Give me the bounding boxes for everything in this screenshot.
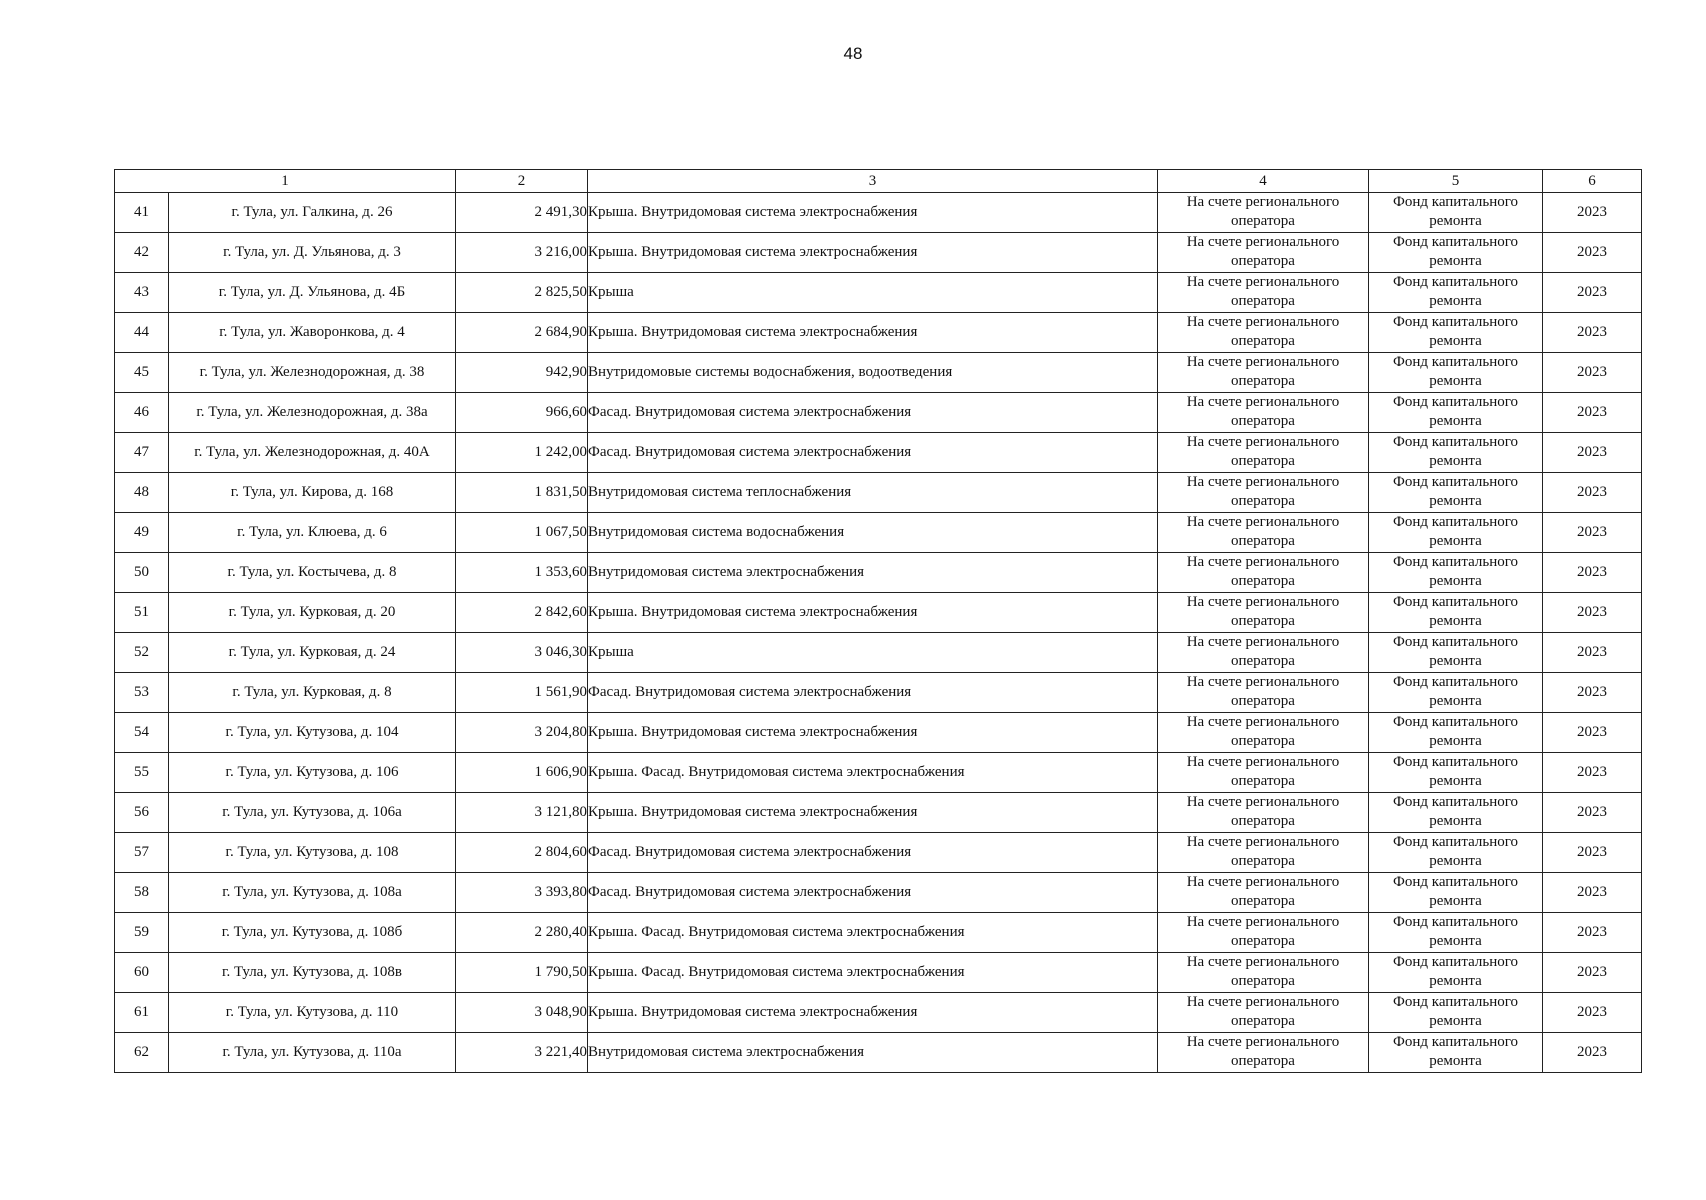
account-cell-line: оператора bbox=[1231, 653, 1295, 669]
area-cell: 1 831,50 bbox=[456, 473, 588, 513]
row-number: 49 bbox=[115, 513, 169, 553]
fund-cell-line: ремонта bbox=[1429, 933, 1482, 949]
account-cell bbox=[1158, 193, 1369, 233]
works-cell: Фасад. Внутридомовая система электроснабжения bbox=[588, 833, 1158, 873]
address-cell: г. Тула, ул. Железнодорожная, д. 40А bbox=[169, 433, 456, 473]
account-cell-line: оператора bbox=[1231, 1053, 1295, 1069]
fund-cell bbox=[1369, 873, 1543, 913]
fund-cell-line: Фонд капитального bbox=[1393, 714, 1518, 730]
account-cell-line: оператора bbox=[1231, 1013, 1295, 1029]
fund-cell-line: ремонта bbox=[1429, 853, 1482, 869]
table-row bbox=[115, 753, 1642, 793]
fund-cell-line: Фонд капитального bbox=[1393, 354, 1518, 370]
account-cell bbox=[1158, 953, 1369, 993]
table-row bbox=[115, 673, 1642, 713]
table-row bbox=[115, 553, 1642, 593]
fund-cell-line: Фонд капитального bbox=[1393, 634, 1518, 650]
account-cell-line: оператора bbox=[1231, 613, 1295, 629]
capital-repair-table bbox=[114, 169, 1642, 1073]
area-cell: 2 491,30 bbox=[456, 193, 588, 233]
works-cell: Крыша. Внутридомовая система электроснабжения bbox=[588, 593, 1158, 633]
table-row bbox=[115, 353, 1642, 393]
row-number: 60 bbox=[115, 953, 169, 993]
account-cell-line: На счете регионального bbox=[1186, 314, 1340, 330]
address-cell: г. Тула, ул. Кутузова, д. 108в bbox=[169, 953, 456, 993]
fund-cell-line: Фонд капитального bbox=[1393, 554, 1518, 570]
fund-cell-line: Фонд капитального bbox=[1393, 314, 1518, 330]
account-cell-line: оператора bbox=[1231, 693, 1295, 709]
account-cell-line: оператора bbox=[1231, 813, 1295, 829]
fund-cell bbox=[1369, 233, 1543, 273]
address-cell: г. Тула, ул. Железнодорожная, д. 38а bbox=[169, 393, 456, 433]
year-cell: 2023 bbox=[1543, 433, 1642, 473]
row-number: 62 bbox=[115, 1033, 169, 1073]
row-number: 44 bbox=[115, 313, 169, 353]
year-cell: 2023 bbox=[1543, 833, 1642, 873]
account-cell-line: оператора bbox=[1231, 453, 1295, 469]
address-cell: г. Тула, ул. Д. Ульянова, д. 4Б bbox=[169, 273, 456, 313]
account-cell-line: На счете регионального bbox=[1186, 354, 1340, 370]
year-cell: 2023 bbox=[1543, 353, 1642, 393]
works-cell: Крыша. Внутридомовая система электроснабжения bbox=[588, 993, 1158, 1033]
works-cell: Внутридомовая система электроснабжения bbox=[588, 1033, 1158, 1073]
works-cell: Внутридомовая система электроснабжения bbox=[588, 553, 1158, 593]
fund-cell-line: Фонд капитального bbox=[1393, 994, 1518, 1010]
area-cell: 2 842,60 bbox=[456, 593, 588, 633]
account-cell bbox=[1158, 713, 1369, 753]
table-row bbox=[115, 473, 1642, 513]
table-row bbox=[115, 193, 1642, 233]
fund-cell-line: Фонд капитального bbox=[1393, 194, 1518, 210]
year-cell: 2023 bbox=[1543, 913, 1642, 953]
account-cell bbox=[1158, 313, 1369, 353]
account-cell-line: оператора bbox=[1231, 733, 1295, 749]
account-cell bbox=[1158, 673, 1369, 713]
account-cell-line: На счете регионального bbox=[1186, 874, 1340, 890]
account-cell-line: На счете регионального bbox=[1186, 914, 1340, 930]
table-row bbox=[115, 913, 1642, 953]
address-cell: г. Тула, ул. Курковая, д. 24 bbox=[169, 633, 456, 673]
fund-cell-line: ремонта bbox=[1429, 773, 1482, 789]
fund-cell bbox=[1369, 473, 1543, 513]
works-cell: Крыша. Внутридомовая система электроснабжения bbox=[588, 793, 1158, 833]
address-cell: г. Тула, ул. Курковая, д. 8 bbox=[169, 673, 456, 713]
address-cell: г. Тула, ул. Кутузова, д. 106а bbox=[169, 793, 456, 833]
works-cell: Крыша. Фасад. Внутридомовая система электроснабжения bbox=[588, 753, 1158, 793]
table-body bbox=[115, 170, 1642, 1073]
address-cell: г. Тула, ул. Курковая, д. 20 bbox=[169, 593, 456, 633]
row-number: 41 bbox=[115, 193, 169, 233]
row-number: 61 bbox=[115, 993, 169, 1033]
fund-cell-line: ремонта bbox=[1429, 653, 1482, 669]
fund-cell-line: ремонта bbox=[1429, 893, 1482, 909]
fund-cell bbox=[1369, 1033, 1543, 1073]
fund-cell-line: Фонд капитального bbox=[1393, 1034, 1518, 1050]
fund-cell-line: ремонта bbox=[1429, 293, 1482, 309]
fund-cell-line: ремонта bbox=[1429, 413, 1482, 429]
account-cell-line: На счете регионального bbox=[1186, 514, 1340, 530]
year-cell: 2023 bbox=[1543, 233, 1642, 273]
fund-cell bbox=[1369, 313, 1543, 353]
works-cell: Крыша. Внутридомовая система электроснабжения bbox=[588, 193, 1158, 233]
fund-cell bbox=[1369, 193, 1543, 233]
area-cell: 2 804,60 bbox=[456, 833, 588, 873]
fund-cell-line: Фонд капитального bbox=[1393, 914, 1518, 930]
fund-cell bbox=[1369, 353, 1543, 393]
row-number: 58 bbox=[115, 873, 169, 913]
row-number: 54 bbox=[115, 713, 169, 753]
account-cell-line: На счете регионального bbox=[1186, 594, 1340, 610]
account-cell-line: оператора bbox=[1231, 893, 1295, 909]
header-cell-4: 4 bbox=[1158, 170, 1369, 193]
account-cell-line: На счете регионального bbox=[1186, 674, 1340, 690]
fund-cell bbox=[1369, 633, 1543, 673]
fund-cell-line: Фонд капитального bbox=[1393, 434, 1518, 450]
works-cell: Крыша bbox=[588, 273, 1158, 313]
year-cell: 2023 bbox=[1543, 1033, 1642, 1073]
year-cell: 2023 bbox=[1543, 553, 1642, 593]
account-cell-line: оператора bbox=[1231, 293, 1295, 309]
row-number: 51 bbox=[115, 593, 169, 633]
account-cell bbox=[1158, 233, 1369, 273]
area-cell: 3 046,30 bbox=[456, 633, 588, 673]
fund-cell bbox=[1369, 953, 1543, 993]
fund-cell-line: ремонта bbox=[1429, 493, 1482, 509]
row-number: 48 bbox=[115, 473, 169, 513]
address-cell: г. Тула, ул. Кутузова, д. 106 bbox=[169, 753, 456, 793]
works-cell: Внутридомовые системы водоснабжения, водоотведения bbox=[588, 353, 1158, 393]
address-cell: г. Тула, ул. Жаворонкова, д. 4 bbox=[169, 313, 456, 353]
fund-cell bbox=[1369, 913, 1543, 953]
table-row bbox=[115, 273, 1642, 313]
account-cell-line: оператора bbox=[1231, 573, 1295, 589]
fund-cell bbox=[1369, 833, 1543, 873]
area-cell: 1 353,60 bbox=[456, 553, 588, 593]
fund-cell bbox=[1369, 593, 1543, 633]
fund-cell bbox=[1369, 553, 1543, 593]
area-cell: 966,60 bbox=[456, 393, 588, 433]
account-cell-line: На счете регионального bbox=[1186, 954, 1340, 970]
year-cell: 2023 bbox=[1543, 193, 1642, 233]
table-row bbox=[115, 873, 1642, 913]
account-cell bbox=[1158, 473, 1369, 513]
account-cell-line: оператора bbox=[1231, 853, 1295, 869]
fund-cell-line: Фонд капитального bbox=[1393, 394, 1518, 410]
account-cell-line: На счете регионального bbox=[1186, 554, 1340, 570]
year-cell: 2023 bbox=[1543, 393, 1642, 433]
fund-cell-line: ремонта bbox=[1429, 693, 1482, 709]
fund-cell-line: Фонд капитального bbox=[1393, 474, 1518, 490]
account-cell-line: оператора bbox=[1231, 253, 1295, 269]
header-cell-2: 2 bbox=[456, 170, 588, 193]
row-number: 59 bbox=[115, 913, 169, 953]
address-cell: г. Тула, ул. Железнодорожная, д. 38 bbox=[169, 353, 456, 393]
fund-cell-line: Фонд капитального bbox=[1393, 754, 1518, 770]
fund-cell bbox=[1369, 513, 1543, 553]
fund-cell-line: ремонта bbox=[1429, 733, 1482, 749]
row-number: 50 bbox=[115, 553, 169, 593]
works-cell: Крыша bbox=[588, 633, 1158, 673]
account-cell-line: На счете регионального bbox=[1186, 794, 1340, 810]
account-cell bbox=[1158, 513, 1369, 553]
account-cell bbox=[1158, 633, 1369, 673]
area-cell: 3 216,00 bbox=[456, 233, 588, 273]
account-cell-line: оператора bbox=[1231, 213, 1295, 229]
account-cell-line: На счете регионального bbox=[1186, 994, 1340, 1010]
table-row bbox=[115, 513, 1642, 553]
year-cell: 2023 bbox=[1543, 713, 1642, 753]
area-cell: 2 825,50 bbox=[456, 273, 588, 313]
account-cell-line: На счете регионального bbox=[1186, 394, 1340, 410]
works-cell: Внутридомовая система водоснабжения bbox=[588, 513, 1158, 553]
address-cell: г. Тула, ул. Кутузова, д. 104 bbox=[169, 713, 456, 753]
fund-cell-line: Фонд капитального bbox=[1393, 874, 1518, 890]
address-cell: г. Тула, ул. Кутузова, д. 108б bbox=[169, 913, 456, 953]
account-cell bbox=[1158, 593, 1369, 633]
address-cell: г. Тула, ул. Кутузова, д. 110а bbox=[169, 1033, 456, 1073]
table-row bbox=[115, 313, 1642, 353]
fund-cell-line: ремонта bbox=[1429, 613, 1482, 629]
table-row bbox=[115, 833, 1642, 873]
account-cell-line: оператора bbox=[1231, 973, 1295, 989]
fund-cell-line: Фонд капитального bbox=[1393, 274, 1518, 290]
works-cell: Крыша. Внутридомовая система электроснабжения bbox=[588, 233, 1158, 273]
year-cell: 2023 bbox=[1543, 993, 1642, 1033]
account-cell-line: На счете регионального bbox=[1186, 234, 1340, 250]
address-cell: г. Тула, ул. Костычева, д. 8 bbox=[169, 553, 456, 593]
account-cell-line: оператора bbox=[1231, 533, 1295, 549]
table-row bbox=[115, 993, 1642, 1033]
table-row bbox=[115, 953, 1642, 993]
address-cell: г. Тула, ул. Галкина, д. 26 bbox=[169, 193, 456, 233]
account-cell bbox=[1158, 913, 1369, 953]
fund-cell-line: Фонд капитального bbox=[1393, 234, 1518, 250]
header-cell-5: 5 bbox=[1369, 170, 1543, 193]
fund-cell bbox=[1369, 273, 1543, 313]
account-cell bbox=[1158, 873, 1369, 913]
row-number: 52 bbox=[115, 633, 169, 673]
row-number: 45 bbox=[115, 353, 169, 393]
fund-cell bbox=[1369, 713, 1543, 753]
fund-cell-line: Фонд капитального bbox=[1393, 594, 1518, 610]
address-cell: г. Тула, ул. Кирова, д. 168 bbox=[169, 473, 456, 513]
header-cell-3: 3 bbox=[588, 170, 1158, 193]
header-cell-1: 1 bbox=[115, 170, 456, 193]
table-row bbox=[115, 233, 1642, 273]
account-cell-line: На счете регионального bbox=[1186, 1034, 1340, 1050]
year-cell: 2023 bbox=[1543, 593, 1642, 633]
fund-cell bbox=[1369, 393, 1543, 433]
account-cell bbox=[1158, 553, 1369, 593]
works-cell: Фасад. Внутридомовая система электроснабжения bbox=[588, 393, 1158, 433]
year-cell: 2023 bbox=[1543, 793, 1642, 833]
fund-cell-line: Фонд капитального bbox=[1393, 794, 1518, 810]
area-cell: 3 221,40 bbox=[456, 1033, 588, 1073]
account-cell bbox=[1158, 433, 1369, 473]
account-cell-line: На счете регионального bbox=[1186, 474, 1340, 490]
fund-cell-line: ремонта bbox=[1429, 1053, 1482, 1069]
address-cell: г. Тула, ул. Клюева, д. 6 bbox=[169, 513, 456, 553]
row-number: 55 bbox=[115, 753, 169, 793]
works-cell: Крыша. Фасад. Внутридомовая система электроснабжения bbox=[588, 913, 1158, 953]
account-cell bbox=[1158, 753, 1369, 793]
fund-cell-line: ремонта bbox=[1429, 973, 1482, 989]
fund-cell-line: ремонта bbox=[1429, 333, 1482, 349]
account-cell-line: На счете регионального bbox=[1186, 274, 1340, 290]
fund-cell-line: ремонта bbox=[1429, 373, 1482, 389]
area-cell: 3 204,80 bbox=[456, 713, 588, 753]
works-cell: Фасад. Внутридомовая система электроснабжения bbox=[588, 873, 1158, 913]
table-row bbox=[115, 593, 1642, 633]
fund-cell bbox=[1369, 793, 1543, 833]
account-cell-line: На счете регионального bbox=[1186, 834, 1340, 850]
address-cell: г. Тула, ул. Кутузова, д. 108 bbox=[169, 833, 456, 873]
fund-cell-line: ремонта bbox=[1429, 1013, 1482, 1029]
table-row bbox=[115, 633, 1642, 673]
account-cell-line: оператора bbox=[1231, 933, 1295, 949]
works-cell: Крыша. Внутридомовая система электроснабжения bbox=[588, 713, 1158, 753]
area-cell: 1 790,50 bbox=[456, 953, 588, 993]
year-cell: 2023 bbox=[1543, 753, 1642, 793]
area-cell: 2 280,40 bbox=[456, 913, 588, 953]
area-cell: 1 067,50 bbox=[456, 513, 588, 553]
fund-cell bbox=[1369, 993, 1543, 1033]
account-cell-line: На счете регионального bbox=[1186, 714, 1340, 730]
account-cell bbox=[1158, 353, 1369, 393]
account-cell bbox=[1158, 793, 1369, 833]
area-cell: 1 606,90 bbox=[456, 753, 588, 793]
table-row bbox=[115, 1033, 1642, 1073]
fund-cell-line: ремонта bbox=[1429, 533, 1482, 549]
year-cell: 2023 bbox=[1543, 473, 1642, 513]
year-cell: 2023 bbox=[1543, 873, 1642, 913]
row-number: 43 bbox=[115, 273, 169, 313]
fund-cell-line: ремонта bbox=[1429, 573, 1482, 589]
account-cell-line: На счете регионального bbox=[1186, 194, 1340, 210]
works-cell: Внутридомовая система теплоснабжения bbox=[588, 473, 1158, 513]
table-row bbox=[115, 793, 1642, 833]
row-number: 46 bbox=[115, 393, 169, 433]
account-cell-line: оператора bbox=[1231, 333, 1295, 349]
fund-cell bbox=[1369, 753, 1543, 793]
account-cell-line: оператора bbox=[1231, 373, 1295, 389]
works-cell: Фасад. Внутридомовая система электроснабжения bbox=[588, 433, 1158, 473]
year-cell: 2023 bbox=[1543, 673, 1642, 713]
fund-cell bbox=[1369, 673, 1543, 713]
works-cell: Крыша. Внутридомовая система электроснабжения bbox=[588, 313, 1158, 353]
area-cell: 1 242,00 bbox=[456, 433, 588, 473]
account-cell-line: На счете регионального bbox=[1186, 754, 1340, 770]
header-cell-6: 6 bbox=[1543, 170, 1642, 193]
year-cell: 2023 bbox=[1543, 953, 1642, 993]
area-cell: 1 561,90 bbox=[456, 673, 588, 713]
area-cell: 3 121,80 bbox=[456, 793, 588, 833]
fund-cell-line: ремонта bbox=[1429, 253, 1482, 269]
fund-cell-line: Фонд капитального bbox=[1393, 674, 1518, 690]
row-number: 42 bbox=[115, 233, 169, 273]
area-cell: 3 048,90 bbox=[456, 993, 588, 1033]
account-cell-line: На счете регионального bbox=[1186, 634, 1340, 650]
table-row bbox=[115, 393, 1642, 433]
account-cell bbox=[1158, 1033, 1369, 1073]
area-cell: 2 684,90 bbox=[456, 313, 588, 353]
account-cell bbox=[1158, 393, 1369, 433]
fund-cell-line: ремонта bbox=[1429, 213, 1482, 229]
area-cell: 3 393,80 bbox=[456, 873, 588, 913]
fund-cell-line: ремонта bbox=[1429, 813, 1482, 829]
year-cell: 2023 bbox=[1543, 273, 1642, 313]
account-cell bbox=[1158, 833, 1369, 873]
address-cell: г. Тула, ул. Кутузова, д. 108а bbox=[169, 873, 456, 913]
fund-cell-line: Фонд капитального bbox=[1393, 514, 1518, 530]
fund-cell-line: Фонд капитального bbox=[1393, 834, 1518, 850]
fund-cell bbox=[1369, 433, 1543, 473]
year-cell: 2023 bbox=[1543, 633, 1642, 673]
works-cell: Крыша. Фасад. Внутридомовая система электроснабжения bbox=[588, 953, 1158, 993]
account-cell bbox=[1158, 993, 1369, 1033]
address-cell: г. Тула, ул. Д. Ульянова, д. 3 bbox=[169, 233, 456, 273]
year-cell: 2023 bbox=[1543, 313, 1642, 353]
fund-cell-line: Фонд капитального bbox=[1393, 954, 1518, 970]
address-cell: г. Тула, ул. Кутузова, д. 110 bbox=[169, 993, 456, 1033]
table-row bbox=[115, 433, 1642, 473]
area-cell: 942,90 bbox=[456, 353, 588, 393]
row-number: 56 bbox=[115, 793, 169, 833]
account-cell-line: На счете регионального bbox=[1186, 434, 1340, 450]
year-cell: 2023 bbox=[1543, 513, 1642, 553]
row-number: 47 bbox=[115, 433, 169, 473]
page-number: 48 bbox=[843, 44, 863, 63]
works-cell: Фасад. Внутридомовая система электроснабжения bbox=[588, 673, 1158, 713]
account-cell-line: оператора bbox=[1231, 413, 1295, 429]
row-number: 57 bbox=[115, 833, 169, 873]
fund-cell-line: ремонта bbox=[1429, 453, 1482, 469]
account-cell-line: оператора bbox=[1231, 493, 1295, 509]
table-row bbox=[115, 713, 1642, 753]
row-number: 53 bbox=[115, 673, 169, 713]
header-row bbox=[115, 170, 1642, 193]
account-cell-line: оператора bbox=[1231, 773, 1295, 789]
account-cell bbox=[1158, 273, 1369, 313]
